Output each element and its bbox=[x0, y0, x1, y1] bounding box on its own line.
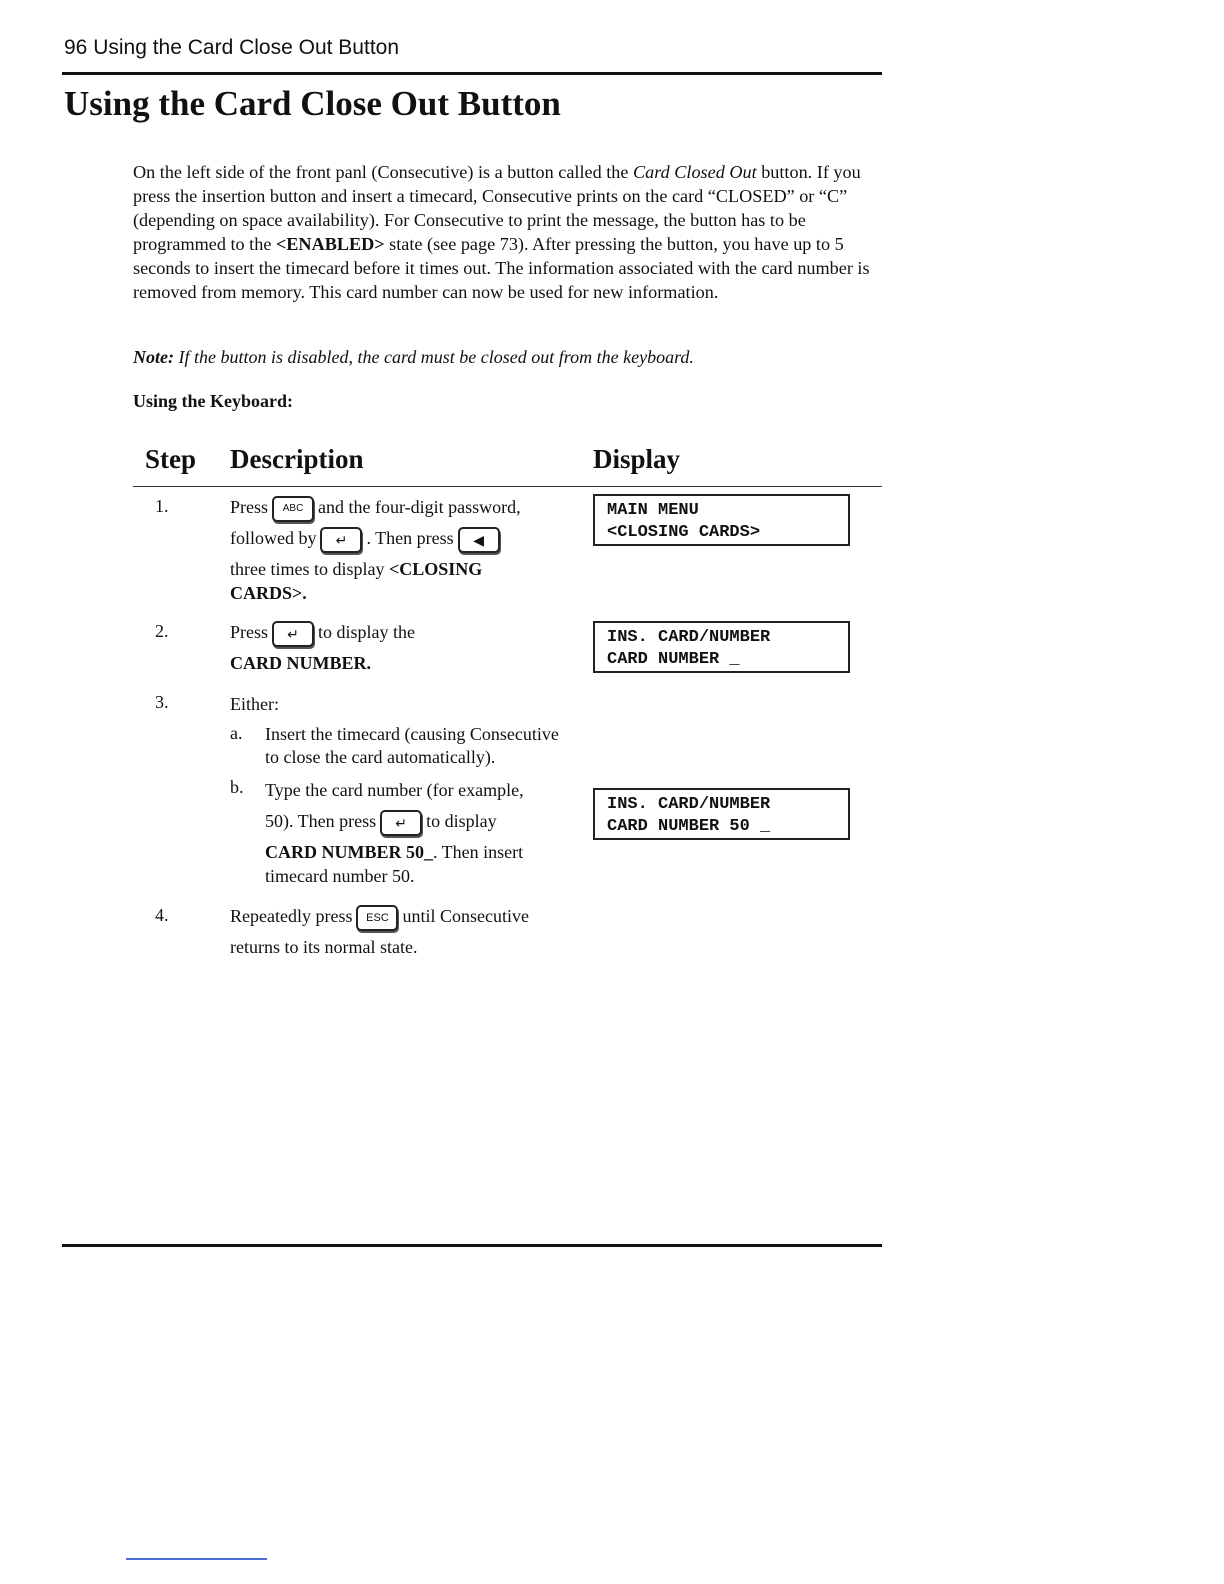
desc-line bbox=[230, 901, 575, 932]
left-arrow-key-icon: ◀ bbox=[458, 527, 500, 553]
step-description bbox=[230, 901, 575, 963]
desc-text: until Consecutive bbox=[402, 906, 529, 926]
table-header-rule bbox=[133, 486, 882, 487]
intro-text-2: button. If you press the insertion button and insert a timecard, Consecutive prints on the card “CLOSED” or “C” (depending on space availability). For Consecutive to print the message, the button has to be programmed to the bbox=[133, 162, 861, 254]
enter-key-icon: ↵ bbox=[380, 810, 422, 836]
sub-label: b. bbox=[230, 777, 244, 797]
enter-key-icon: ↵ bbox=[320, 527, 362, 553]
lcd-line: CARD NUMBER 50 _ bbox=[607, 817, 771, 836]
intro-button-name: Card Closed Out bbox=[633, 162, 757, 182]
sub-step-text bbox=[265, 775, 575, 888]
step-number: 4. bbox=[155, 905, 169, 925]
note-label: Note: bbox=[133, 347, 174, 367]
intro-text-3: state (see page 73). After pressing the button, you have up to 5 seconds to insert the timecard before it times out. The information associated with the card number is removed from memory. This card number can now be used for new information. bbox=[133, 234, 870, 302]
step-description bbox=[230, 492, 575, 605]
desc-text: . Then insert bbox=[433, 842, 524, 862]
desc-bold: CARDS>. bbox=[230, 583, 307, 603]
desc-text: . Then press bbox=[366, 528, 454, 548]
desc-text: and the four-digit password, bbox=[318, 497, 521, 517]
step-number: 2. bbox=[155, 621, 169, 641]
intro-enabled-state: <ENABLED> bbox=[275, 234, 385, 254]
step-either: Either: bbox=[230, 694, 279, 714]
column-header-step: Step bbox=[145, 444, 197, 474]
desc-line bbox=[230, 492, 575, 523]
desc-text: three times to display bbox=[230, 559, 389, 579]
lcd-line: INS. CARD/NUMBER bbox=[607, 795, 771, 814]
note bbox=[133, 347, 694, 368]
lcd-display bbox=[593, 494, 850, 546]
desc-text: to display the bbox=[318, 622, 416, 642]
desc-line bbox=[230, 557, 575, 581]
desc-text: Repeatedly press bbox=[230, 906, 353, 926]
lcd-line: INS. CARD/NUMBER bbox=[607, 628, 771, 647]
column-header-display: Display bbox=[593, 444, 681, 474]
lcd-display bbox=[593, 621, 850, 673]
step-description bbox=[230, 617, 575, 679]
desc-text: 50). Then press bbox=[265, 811, 377, 831]
lcd-line: <CLOSING CARDS> bbox=[607, 523, 761, 542]
keyboard-heading: Using the Keyboard: bbox=[133, 391, 294, 411]
desc-text: to display bbox=[426, 811, 497, 831]
desc-text: Press bbox=[230, 622, 269, 642]
desc-line bbox=[230, 617, 575, 648]
desc-text: followed by bbox=[230, 528, 317, 548]
desc-line bbox=[265, 806, 575, 837]
desc-bold: CARD NUMBER 50_ bbox=[265, 842, 433, 862]
lcd-display bbox=[593, 788, 850, 840]
column-header-description: Description bbox=[230, 444, 364, 474]
sub-step-text: Insert the timecard (causing Consecutive to close the card automatically). bbox=[265, 724, 559, 767]
step-number: 1. bbox=[155, 496, 169, 516]
desc-line: timecard number 50. bbox=[265, 866, 415, 886]
desc-line: returns to its normal state. bbox=[230, 937, 418, 957]
footer-rule bbox=[62, 1244, 882, 1247]
enter-key-icon: ↵ bbox=[272, 621, 314, 647]
page-title: Using the Card Close Out Button bbox=[64, 84, 561, 123]
desc-line: Type the card number (for example, bbox=[265, 780, 524, 800]
desc-line bbox=[265, 840, 575, 864]
footer-mark bbox=[126, 1558, 267, 1560]
lcd-line: CARD NUMBER _ bbox=[607, 650, 740, 669]
sub-label: a. bbox=[230, 723, 243, 743]
lcd-line: MAIN MENU bbox=[607, 501, 699, 520]
esc-key-icon: ESC bbox=[356, 905, 398, 931]
running-header: 96 Using the Card Close Out Button bbox=[64, 36, 400, 59]
abc-key-icon: ABC bbox=[272, 496, 314, 522]
desc-text: Press bbox=[230, 497, 269, 517]
step-number: 3. bbox=[155, 692, 169, 712]
intro-paragraph bbox=[133, 160, 883, 304]
desc-bold: CARD NUMBER. bbox=[230, 653, 371, 673]
desc-line bbox=[230, 523, 575, 554]
note-text: If the button is disabled, the card must be closed out from the keyboard. bbox=[173, 347, 694, 367]
intro-text-1: On the left side of the front panl (Consecutive) is a button called the bbox=[133, 162, 634, 182]
desc-line bbox=[230, 581, 575, 605]
desc-line bbox=[230, 648, 575, 679]
desc-bold: <CLOSING bbox=[388, 559, 483, 579]
header-rule bbox=[62, 72, 882, 75]
